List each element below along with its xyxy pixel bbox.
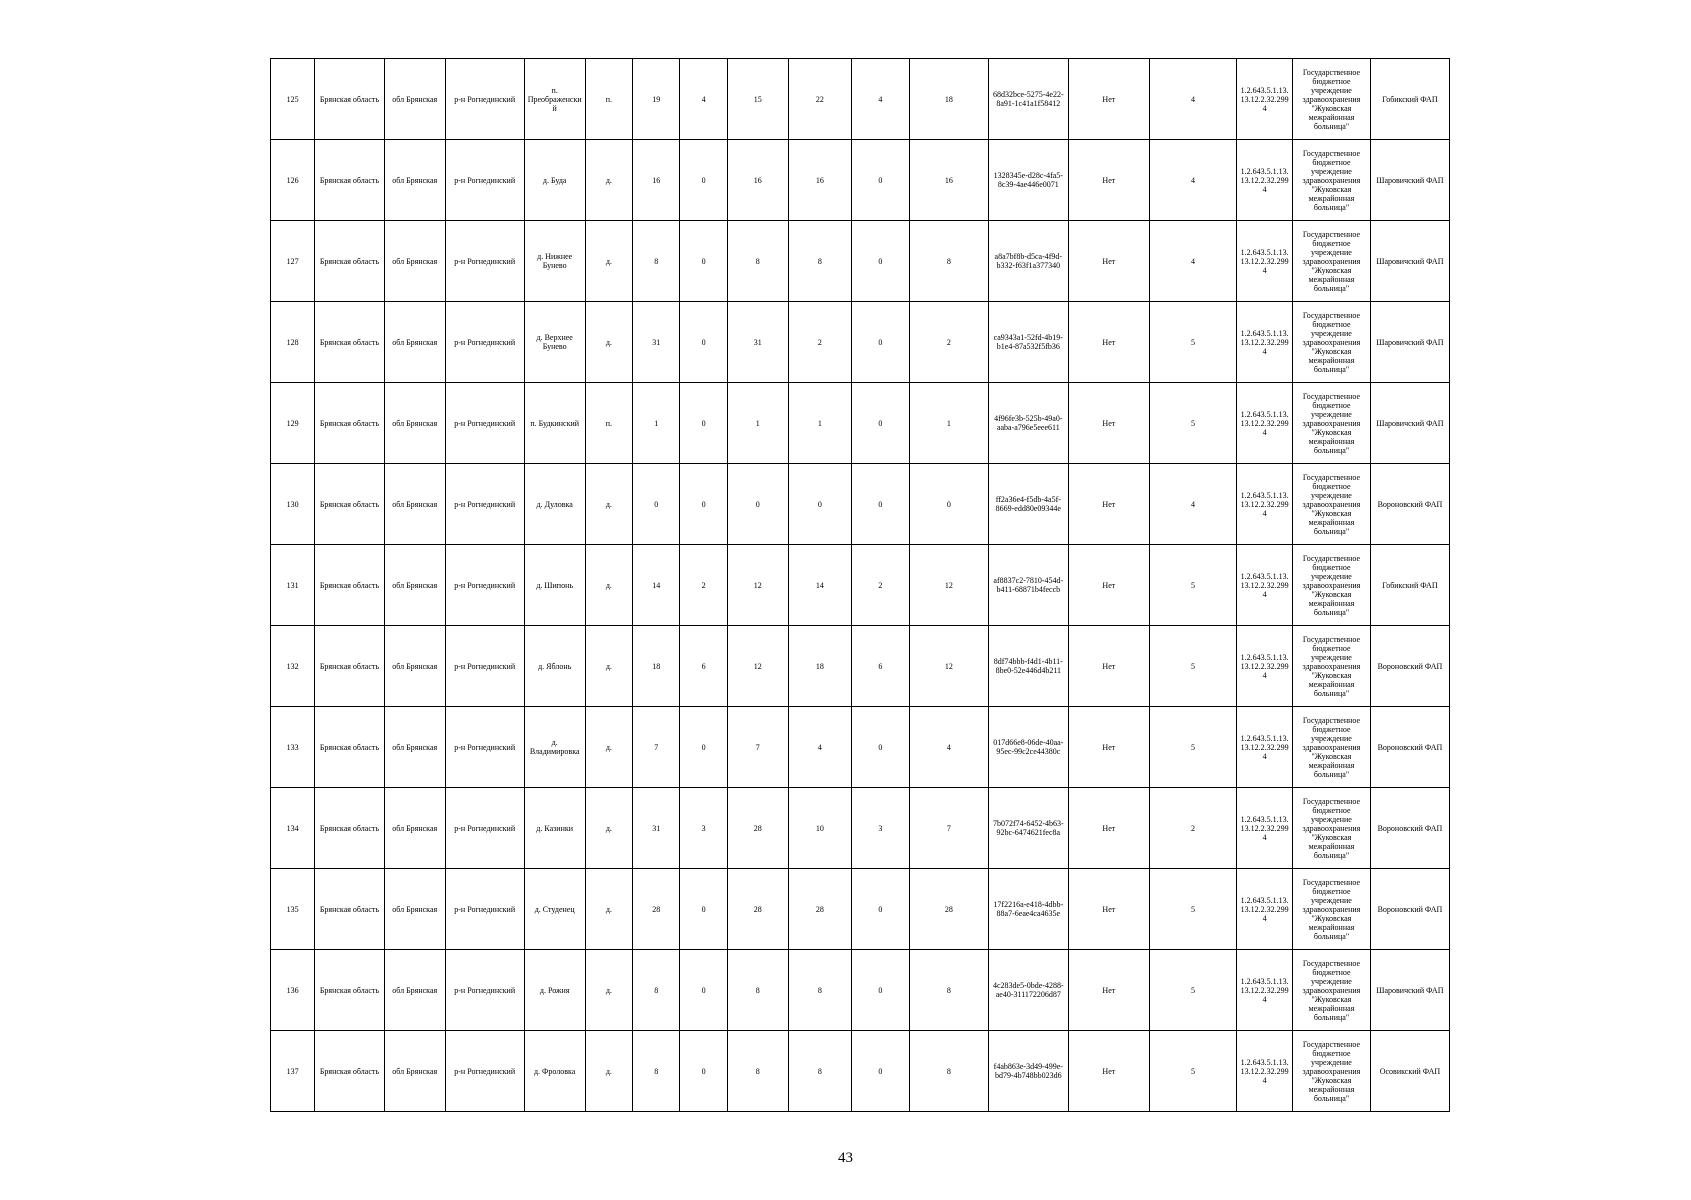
district-cell: р-н Рогнединский: [445, 59, 524, 140]
flag-cell: Нет: [1068, 1031, 1149, 1112]
fap-cell: Вороновский ФАП: [1370, 707, 1449, 788]
value-cell-5: 2: [851, 545, 909, 626]
value-cell-4: 2: [788, 302, 851, 383]
organization-cell: Государственное бюджетное учреждение здравоохранения "Жуковская межрайонная больница": [1293, 707, 1371, 788]
value-cell-3: 16: [727, 140, 788, 221]
settlement-type-cell: д.: [585, 707, 632, 788]
value-cell-2: 0: [680, 1031, 727, 1112]
value-cell-1: 8: [633, 221, 680, 302]
fap-cell: Вороновский ФАП: [1370, 869, 1449, 950]
oblast-cell: обл Брянская: [384, 950, 445, 1031]
flag-cell: Нет: [1068, 626, 1149, 707]
level-cell: 5: [1149, 707, 1236, 788]
fap-cell: Гобикский ФАП: [1370, 545, 1449, 626]
region-cell: Брянская область: [315, 1031, 384, 1112]
value-cell-1: 31: [633, 302, 680, 383]
district-cell: р-н Рогнединский: [445, 626, 524, 707]
settlement-cell: д. Владимировка: [524, 707, 585, 788]
value-cell-2: 0: [680, 140, 727, 221]
oid-cell: 1.2.643.5.1.13.13.12.2.32.2994: [1237, 788, 1293, 869]
region-cell: Брянская область: [315, 59, 384, 140]
value-cell-1: 0: [633, 464, 680, 545]
value-cell-3: 28: [727, 788, 788, 869]
value-cell-1: 1: [633, 383, 680, 464]
value-cell-4: 18: [788, 626, 851, 707]
organization-cell: Государственное бюджетное учреждение здравоохранения "Жуковская межрайонная больница": [1293, 464, 1371, 545]
row-number-cell: 133: [271, 707, 315, 788]
flag-cell: Нет: [1068, 302, 1149, 383]
oid-cell: 1.2.643.5.1.13.13.12.2.32.2994: [1237, 464, 1293, 545]
value-cell-5: 0: [851, 140, 909, 221]
value-cell-4: 0: [788, 464, 851, 545]
organization-cell: Государственное бюджетное учреждение здравоохранения "Жуковская межрайонная больница": [1293, 1031, 1371, 1112]
level-cell: 4: [1149, 221, 1236, 302]
level-cell: 5: [1149, 626, 1236, 707]
level-cell: 4: [1149, 59, 1236, 140]
value-cell-5: 0: [851, 221, 909, 302]
value-cell-5: 0: [851, 950, 909, 1031]
oid-cell: 1.2.643.5.1.13.13.12.2.32.2994: [1237, 626, 1293, 707]
fap-cell: Вороновский ФАП: [1370, 464, 1449, 545]
organization-cell: Государственное бюджетное учреждение здравоохранения "Жуковская межрайонная больница": [1293, 383, 1371, 464]
oblast-cell: обл Брянская: [384, 464, 445, 545]
table-row: [271, 221, 1450, 302]
value-cell-2: 0: [680, 383, 727, 464]
table-row: [271, 59, 1450, 140]
settlement-type-cell: д.: [585, 788, 632, 869]
value-cell-4: 8: [788, 950, 851, 1031]
level-cell: 5: [1149, 869, 1236, 950]
settlement-cell: д. Казинки: [524, 788, 585, 869]
fap-cell: Шаровичский ФАП: [1370, 302, 1449, 383]
region-cell: Брянская область: [315, 221, 384, 302]
value-cell-5: 0: [851, 1031, 909, 1112]
table-row: [271, 464, 1450, 545]
flag-cell: Нет: [1068, 140, 1149, 221]
table-body: [271, 59, 1450, 1112]
value-cell-5: 6: [851, 626, 909, 707]
district-cell: р-н Рогнединский: [445, 464, 524, 545]
guid-cell: 017d66e8-06de-40aa-95ec-99c2ce44380c: [988, 707, 1068, 788]
value-cell-1: 14: [633, 545, 680, 626]
oid-cell: 1.2.643.5.1.13.13.12.2.32.2994: [1237, 59, 1293, 140]
region-cell: Брянская область: [315, 545, 384, 626]
row-number-cell: 128: [271, 302, 315, 383]
guid-cell: 7b072f74-6452-4b63-92bc-6474621fec8a: [988, 788, 1068, 869]
row-number-cell: 137: [271, 1031, 315, 1112]
value-cell-4: 8: [788, 221, 851, 302]
value-cell-2: 0: [680, 464, 727, 545]
value-cell-6: 1: [909, 383, 988, 464]
level-cell: 5: [1149, 302, 1236, 383]
value-cell-2: 0: [680, 302, 727, 383]
oblast-cell: обл Брянская: [384, 59, 445, 140]
guid-cell: ff2a36e4-f5db-4a5f-8669-edd80e09344e: [988, 464, 1068, 545]
district-cell: р-н Рогнединский: [445, 302, 524, 383]
region-cell: Брянская область: [315, 950, 384, 1031]
value-cell-3: 12: [727, 545, 788, 626]
settlement-cell: п. Будкинский: [524, 383, 585, 464]
oblast-cell: обл Брянская: [384, 626, 445, 707]
settlement-type-cell: д.: [585, 221, 632, 302]
region-cell: Брянская область: [315, 140, 384, 221]
value-cell-6: 2: [909, 302, 988, 383]
value-cell-2: 3: [680, 788, 727, 869]
district-cell: р-н Рогнединский: [445, 869, 524, 950]
row-number-cell: 134: [271, 788, 315, 869]
district-cell: р-н Рогнединский: [445, 221, 524, 302]
flag-cell: Нет: [1068, 788, 1149, 869]
organization-cell: Государственное бюджетное учреждение здравоохранения "Жуковская межрайонная больница": [1293, 59, 1371, 140]
table-row: [271, 545, 1450, 626]
district-cell: р-н Рогнединский: [445, 950, 524, 1031]
value-cell-5: 0: [851, 707, 909, 788]
value-cell-6: 8: [909, 950, 988, 1031]
value-cell-1: 18: [633, 626, 680, 707]
value-cell-4: 14: [788, 545, 851, 626]
settlement-cell: д. Шипонь: [524, 545, 585, 626]
row-number-cell: 130: [271, 464, 315, 545]
value-cell-5: 3: [851, 788, 909, 869]
flag-cell: Нет: [1068, 59, 1149, 140]
region-cell: Брянская область: [315, 383, 384, 464]
value-cell-2: 2: [680, 545, 727, 626]
value-cell-6: 8: [909, 221, 988, 302]
fap-cell: Шаровичский ФАП: [1370, 950, 1449, 1031]
level-cell: 4: [1149, 140, 1236, 221]
value-cell-1: 19: [633, 59, 680, 140]
value-cell-3: 15: [727, 59, 788, 140]
row-number-cell: 131: [271, 545, 315, 626]
guid-cell: 1328345e-d28c-4fa5-8c39-4ae446e0071: [988, 140, 1068, 221]
guid-cell: 8df74bbb-f4d1-4b11-8be0-52e446d4b211: [988, 626, 1068, 707]
value-cell-3: 8: [727, 950, 788, 1031]
oblast-cell: обл Брянская: [384, 545, 445, 626]
table-row: [271, 869, 1450, 950]
flag-cell: Нет: [1068, 383, 1149, 464]
district-cell: р-н Рогнединский: [445, 707, 524, 788]
settlement-type-cell: п.: [585, 383, 632, 464]
table-row: [271, 383, 1450, 464]
oid-cell: 1.2.643.5.1.13.13.12.2.32.2994: [1237, 950, 1293, 1031]
value-cell-5: 0: [851, 464, 909, 545]
level-cell: 5: [1149, 1031, 1236, 1112]
oid-cell: 1.2.643.5.1.13.13.12.2.32.2994: [1237, 1031, 1293, 1112]
settlement-type-cell: п.: [585, 59, 632, 140]
settlement-type-cell: д.: [585, 626, 632, 707]
settlement-cell: д. Нижнее Бунево: [524, 221, 585, 302]
value-cell-4: 22: [788, 59, 851, 140]
flag-cell: Нет: [1068, 950, 1149, 1031]
value-cell-3: 8: [727, 221, 788, 302]
guid-cell: a8a7bf8b-d5ca-4f9d-b332-f63f1a377340: [988, 221, 1068, 302]
settlement-type-cell: д.: [585, 1031, 632, 1112]
value-cell-2: 0: [680, 950, 727, 1031]
oid-cell: 1.2.643.5.1.13.13.12.2.32.2994: [1237, 545, 1293, 626]
settlement-cell: д. Верхнее Бунево: [524, 302, 585, 383]
district-cell: р-н Рогнединский: [445, 383, 524, 464]
oid-cell: 1.2.643.5.1.13.13.12.2.32.2994: [1237, 707, 1293, 788]
organization-cell: Государственное бюджетное учреждение здравоохранения "Жуковская межрайонная больница": [1293, 221, 1371, 302]
organization-cell: Государственное бюджетное учреждение здравоохранения "Жуковская межрайонная больница": [1293, 950, 1371, 1031]
organization-cell: Государственное бюджетное учреждение здравоохранения "Жуковская межрайонная больница": [1293, 302, 1371, 383]
fap-cell: Осовикский ФАП: [1370, 1031, 1449, 1112]
value-cell-2: 4: [680, 59, 727, 140]
settlement-type-cell: д.: [585, 545, 632, 626]
fap-cell: Вороновский ФАП: [1370, 788, 1449, 869]
flag-cell: Нет: [1068, 545, 1149, 626]
region-cell: Брянская область: [315, 869, 384, 950]
fap-cell: Шаровичский ФАП: [1370, 383, 1449, 464]
value-cell-5: 0: [851, 302, 909, 383]
region-cell: Брянская область: [315, 626, 384, 707]
settlement-type-cell: д.: [585, 869, 632, 950]
value-cell-2: 6: [680, 626, 727, 707]
settlement-cell: д. Фроловка: [524, 1031, 585, 1112]
settlement-type-cell: д.: [585, 302, 632, 383]
value-cell-2: 0: [680, 869, 727, 950]
settlement-cell: д. Яблонь: [524, 626, 585, 707]
oid-cell: 1.2.643.5.1.13.13.12.2.32.2994: [1237, 221, 1293, 302]
page-number: 43: [838, 1150, 853, 1166]
settlement-type-cell: д.: [585, 464, 632, 545]
value-cell-4: 10: [788, 788, 851, 869]
value-cell-3: 31: [727, 302, 788, 383]
value-cell-1: 31: [633, 788, 680, 869]
value-cell-5: 0: [851, 383, 909, 464]
value-cell-1: 16: [633, 140, 680, 221]
level-cell: 4: [1149, 464, 1236, 545]
row-number-cell: 132: [271, 626, 315, 707]
row-number-cell: 126: [271, 140, 315, 221]
value-cell-5: 0: [851, 869, 909, 950]
guid-cell: ca9343a1-52fd-4b19-b1e4-87a532f5fb36: [988, 302, 1068, 383]
value-cell-3: 12: [727, 626, 788, 707]
district-cell: р-н Рогнединский: [445, 1031, 524, 1112]
settlement-cell: д. Студенец: [524, 869, 585, 950]
table-row: [271, 140, 1450, 221]
organization-cell: Государственное бюджетное учреждение здравоохранения "Жуковская межрайонная больница": [1293, 626, 1371, 707]
fap-cell: Шаровичский ФАП: [1370, 140, 1449, 221]
flag-cell: Нет: [1068, 869, 1149, 950]
settlement-type-cell: д.: [585, 140, 632, 221]
oblast-cell: обл Брянская: [384, 140, 445, 221]
level-cell: 5: [1149, 545, 1236, 626]
settlement-type-cell: д.: [585, 950, 632, 1031]
value-cell-6: 12: [909, 545, 988, 626]
row-number-cell: 135: [271, 869, 315, 950]
oblast-cell: обл Брянская: [384, 707, 445, 788]
guid-cell: 68d32bce-5275-4e22-8a91-1c41a1f58412: [988, 59, 1068, 140]
settlement-cell: д. Буда: [524, 140, 585, 221]
value-cell-1: 8: [633, 1031, 680, 1112]
district-cell: р-н Рогнединский: [445, 788, 524, 869]
value-cell-3: 28: [727, 869, 788, 950]
organization-cell: Государственное бюджетное учреждение здравоохранения "Жуковская межрайонная больница": [1293, 788, 1371, 869]
guid-cell: 17f2216a-e418-4dbb-88a7-6eae4ca4635e: [988, 869, 1068, 950]
level-cell: 5: [1149, 950, 1236, 1031]
fap-cell: Вороновский ФАП: [1370, 626, 1449, 707]
oid-cell: 1.2.643.5.1.13.13.12.2.32.2994: [1237, 869, 1293, 950]
table-row: [271, 707, 1450, 788]
flag-cell: Нет: [1068, 464, 1149, 545]
flag-cell: Нет: [1068, 221, 1149, 302]
table-row: [271, 626, 1450, 707]
guid-cell: 4c283de5-0bde-4288-ae40-311172206d87: [988, 950, 1068, 1031]
oblast-cell: обл Брянская: [384, 383, 445, 464]
value-cell-4: 4: [788, 707, 851, 788]
region-cell: Брянская область: [315, 302, 384, 383]
value-cell-3: 0: [727, 464, 788, 545]
value-cell-1: 8: [633, 950, 680, 1031]
oid-cell: 1.2.643.5.1.13.13.12.2.32.2994: [1237, 383, 1293, 464]
value-cell-6: 12: [909, 626, 988, 707]
value-cell-4: 1: [788, 383, 851, 464]
row-number-cell: 127: [271, 221, 315, 302]
oblast-cell: обл Брянская: [384, 221, 445, 302]
value-cell-3: 8: [727, 1031, 788, 1112]
guid-cell: 4f96fe3b-525b-49a0-aaba-a796e5eee611: [988, 383, 1068, 464]
guid-cell: af8837c2-7810-454d-b411-68871b4feccb: [988, 545, 1068, 626]
guid-cell: f4ab863e-3d49-499e-bd79-4b748bb023d6: [988, 1031, 1068, 1112]
region-cell: Брянская область: [315, 788, 384, 869]
value-cell-5: 4: [851, 59, 909, 140]
oid-cell: 1.2.643.5.1.13.13.12.2.32.2994: [1237, 302, 1293, 383]
table-row: [271, 788, 1450, 869]
row-number-cell: 136: [271, 950, 315, 1031]
level-cell: 2: [1149, 788, 1236, 869]
settlement-cell: д. Рожня: [524, 950, 585, 1031]
value-cell-6: 7: [909, 788, 988, 869]
value-cell-6: 16: [909, 140, 988, 221]
value-cell-3: 1: [727, 383, 788, 464]
table-row: [271, 302, 1450, 383]
fap-cell: Гобикский ФАП: [1370, 59, 1449, 140]
oblast-cell: обл Брянская: [384, 302, 445, 383]
value-cell-4: 8: [788, 1031, 851, 1112]
value-cell-1: 28: [633, 869, 680, 950]
value-cell-6: 0: [909, 464, 988, 545]
value-cell-6: 4: [909, 707, 988, 788]
oblast-cell: обл Брянская: [384, 788, 445, 869]
organization-cell: Государственное бюджетное учреждение здравоохранения "Жуковская межрайонная больница": [1293, 869, 1371, 950]
value-cell-3: 7: [727, 707, 788, 788]
district-cell: р-н Рогнединский: [445, 140, 524, 221]
value-cell-2: 0: [680, 707, 727, 788]
oblast-cell: обл Брянская: [384, 869, 445, 950]
region-cell: Брянская область: [315, 464, 384, 545]
value-cell-4: 16: [788, 140, 851, 221]
row-number-cell: 125: [271, 59, 315, 140]
value-cell-2: 0: [680, 221, 727, 302]
table-row: [271, 1031, 1450, 1112]
settlement-cell: п. Преображенский: [524, 59, 585, 140]
value-cell-4: 28: [788, 869, 851, 950]
flag-cell: Нет: [1068, 707, 1149, 788]
fap-cell: Шаровичский ФАП: [1370, 221, 1449, 302]
value-cell-1: 7: [633, 707, 680, 788]
district-cell: р-н Рогнединский: [445, 545, 524, 626]
oblast-cell: обл Брянская: [384, 1031, 445, 1112]
value-cell-6: 28: [909, 869, 988, 950]
settlement-cell: д. Дуловка: [524, 464, 585, 545]
table-row: [271, 950, 1450, 1031]
region-cell: Брянская область: [315, 707, 384, 788]
value-cell-6: 18: [909, 59, 988, 140]
oid-cell: 1.2.643.5.1.13.13.12.2.32.2994: [1237, 140, 1293, 221]
level-cell: 5: [1149, 383, 1236, 464]
organization-cell: Государственное бюджетное учреждение здравоохранения "Жуковская межрайонная больница": [1293, 545, 1371, 626]
settlements-table: [270, 58, 1450, 1112]
value-cell-6: 8: [909, 1031, 988, 1112]
organization-cell: Государственное бюджетное учреждение здравоохранения "Жуковская межрайонная больница": [1293, 140, 1371, 221]
row-number-cell: 129: [271, 383, 315, 464]
